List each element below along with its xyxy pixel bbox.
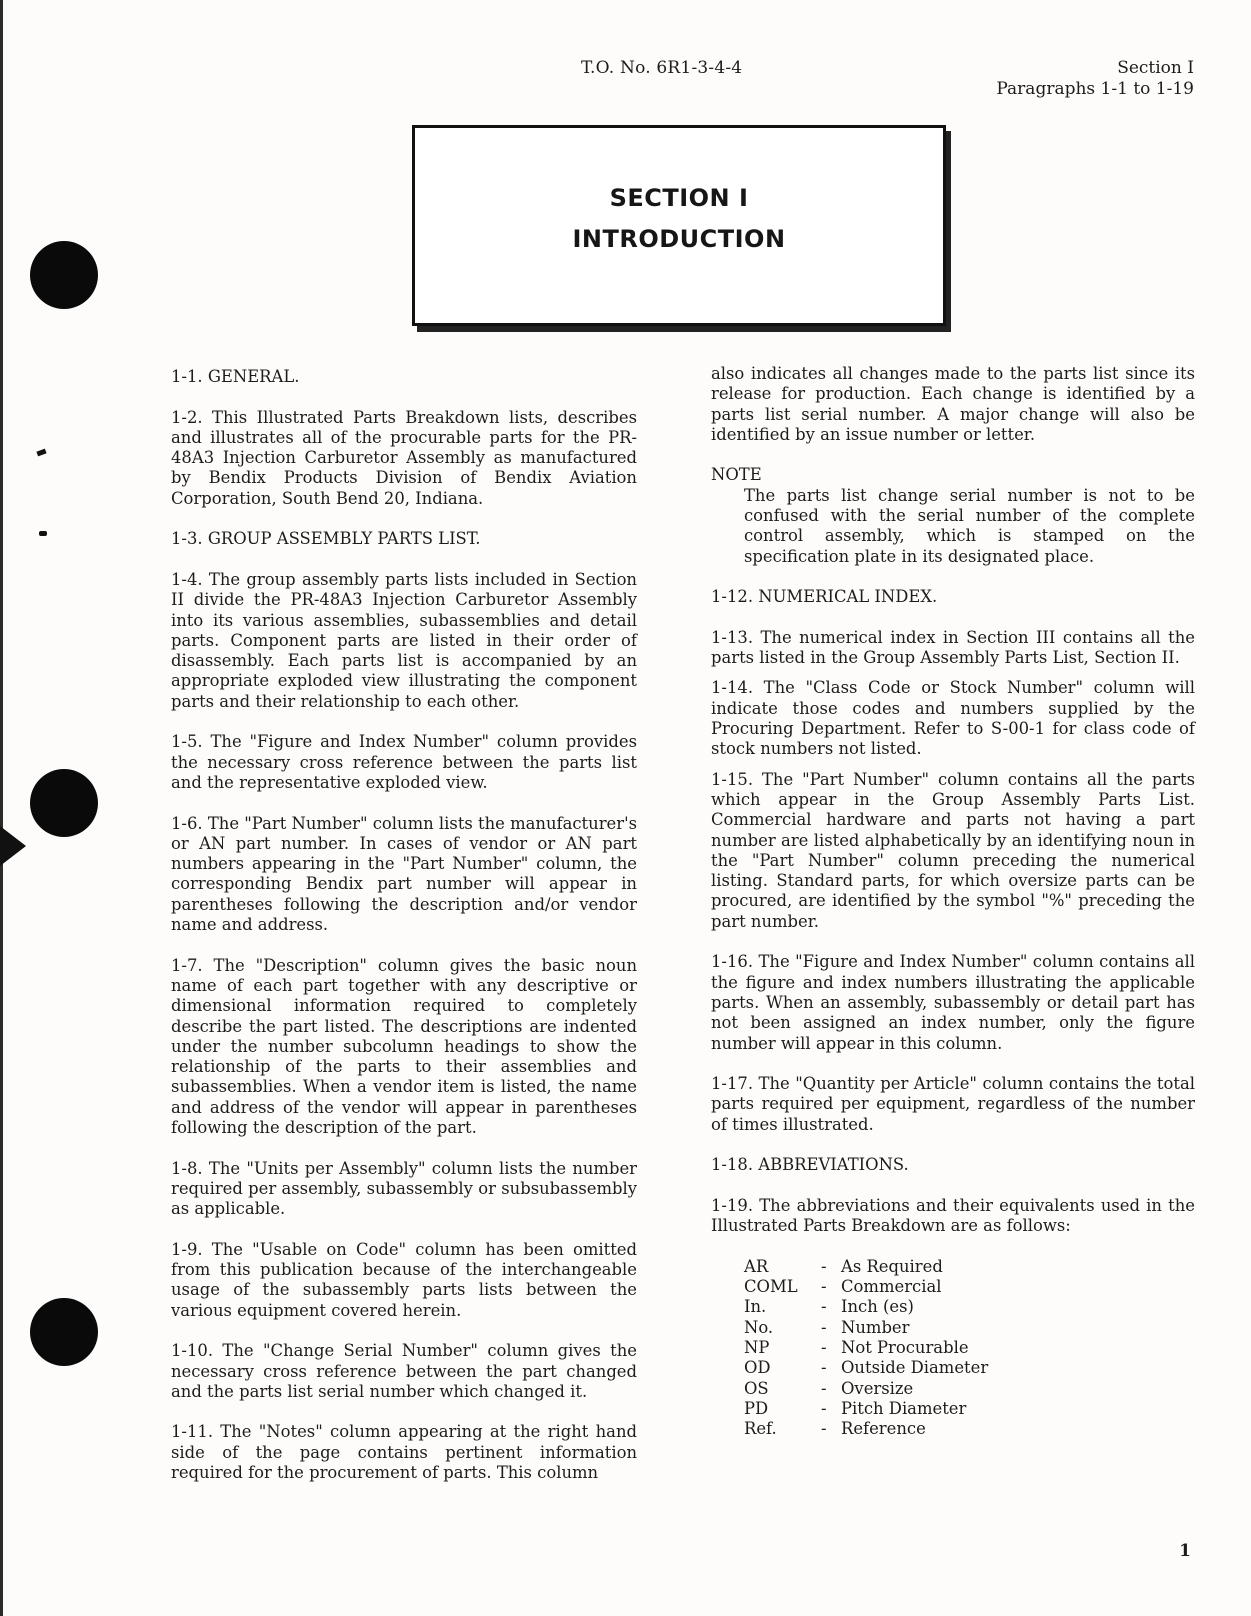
scan-mark bbox=[39, 531, 47, 536]
abbreviation-term: COML bbox=[744, 1277, 798, 1297]
paragraph-1-15: 1-15. The "Part Number" column contains all the parts which appear in the Group Assembly Parts List. Commercial hardware and parts not having a part number are listed alphabetically by an identifying noun in the "Part Number" column preceding the numerical listing. Standard parts, for which oversize parts can be procured, are identified by the symbol "%" preceding the part number. bbox=[711, 769, 1195, 931]
abbreviation-item bbox=[744, 1318, 1195, 1338]
page-number: 1 bbox=[1179, 1541, 1191, 1561]
paragraph-1-11: 1-11. The "Notes" column appearing at the right hand side of the page contains pertinent information required for the procurement of parts. This column bbox=[171, 1422, 637, 1483]
note-body: The parts list change serial number is not to be confused with the serial number of the complete control assembly, which is stamped on the specification plate in its designated place. bbox=[744, 485, 1195, 566]
paragraph-1-2: 1-2. This Illustrated Parts Breakdown lists, describes and illustrates all of the procurable parts for the PR-48A3 Injection Carburetor Assembly as manufactured by Bendix Products Division of Bendix Aviation Corporation, South Bend 20, Indiana. bbox=[171, 407, 637, 508]
paragraph-1-6: 1-6. The "Part Number" column lists the manufacturer's or AN part number. In cases of vendor or AN part numbers appearing in the "Part Number" column, the corresponding Bendix part number will appear in parentheses following the description and/or vendor name and address. bbox=[171, 813, 637, 935]
abbreviation-dash: - bbox=[821, 1398, 827, 1418]
abbreviation-meaning: Not Procurable bbox=[841, 1337, 969, 1357]
abbreviation-dash: - bbox=[821, 1256, 827, 1276]
heading-abbreviations: 1-18. ABBREVIATIONS. bbox=[711, 1155, 909, 1175]
abbreviation-term: AR bbox=[744, 1256, 769, 1276]
section-number-title: SECTION I bbox=[609, 184, 749, 212]
abbreviation-meaning: Number bbox=[841, 1317, 910, 1337]
abbreviation-meaning: As Required bbox=[841, 1256, 943, 1276]
abbreviation-item bbox=[744, 1399, 1195, 1419]
abbreviation-meaning: Oversize bbox=[841, 1378, 914, 1398]
heading-general: 1-1. GENERAL. bbox=[171, 367, 300, 386]
abbreviation-dash: - bbox=[821, 1317, 827, 1337]
abbreviation-term: NP bbox=[744, 1337, 770, 1357]
section-title-box bbox=[412, 125, 946, 326]
section-label: Section I bbox=[1117, 58, 1194, 78]
paragraph-1-9: 1-9. The "Usable on Code" column has been omitted from this publication because of the interchangeable usage of the subassembly parts lists between the various equipment covered herein. bbox=[171, 1239, 637, 1320]
page-left-edge bbox=[0, 0, 3, 1616]
abbreviation-dash: - bbox=[821, 1378, 827, 1398]
abbreviation-dash: - bbox=[821, 1358, 827, 1378]
section-reference bbox=[996, 58, 1194, 100]
paragraph-1-14: 1-14. The "Class Code or Stock Number" column will indicate those codes and numbers supplied by the Procuring Department. Refer to S-00-1 for class code of stock numbers not listed. bbox=[711, 678, 1195, 759]
abbreviation-item bbox=[744, 1419, 1195, 1439]
paragraph-1-10: 1-10. The "Change Serial Number" column gives the necessary cross reference between the part changed and the parts list serial number which changed it. bbox=[171, 1341, 637, 1401]
punch-hole-bottom bbox=[30, 1298, 98, 1366]
abbreviation-meaning: Outside Diameter bbox=[841, 1358, 989, 1378]
abbreviation-dash: - bbox=[821, 1337, 827, 1357]
abbreviation-item bbox=[744, 1358, 1195, 1378]
punch-hole-middle bbox=[30, 769, 98, 837]
abbreviation-term: No. bbox=[744, 1317, 774, 1337]
punch-hole-top bbox=[30, 241, 98, 309]
left-column bbox=[171, 367, 637, 1504]
section-name-title: INTRODUCTION bbox=[572, 225, 786, 253]
paragraph-1-16: 1-16. The "Figure and Index Number" column contains all the figure and index numbers illustrating the applicable parts. When an assembly, subassembly or detail part has not been assigned an index number, only the figure number will appear in this column. bbox=[711, 952, 1195, 1053]
abbreviation-meaning: Reference bbox=[841, 1419, 926, 1439]
paragraph-1-17: 1-17. The "Quantity per Article" column contains the total parts required per equipment, regardless of the number of times illustrated. bbox=[711, 1074, 1195, 1134]
abbreviation-item bbox=[744, 1277, 1195, 1297]
scan-notch bbox=[0, 826, 26, 866]
paragraph-1-13: 1-13. The numerical index in Section III contains all the parts listed in the Group Assembly Parts List, Section II. bbox=[711, 627, 1195, 668]
note-heading: NOTE bbox=[711, 465, 762, 485]
abbreviation-dash: - bbox=[821, 1297, 827, 1317]
abbreviation-term: OS bbox=[744, 1378, 769, 1398]
abbreviation-term: Ref. bbox=[744, 1419, 777, 1439]
abbreviation-item bbox=[744, 1297, 1195, 1317]
abbreviation-meaning: Inch (es) bbox=[841, 1297, 914, 1317]
abbreviation-dash: - bbox=[821, 1419, 827, 1439]
abbreviation-dash: - bbox=[821, 1277, 827, 1297]
paragraph-1-5: 1-5. The "Figure and Index Number" column provides the necessary cross reference between the parts list and the representative exploded view. bbox=[171, 732, 637, 792]
abbreviation-term: In. bbox=[744, 1297, 767, 1317]
paragraph-range: Paragraphs 1-1 to 1-19 bbox=[996, 79, 1194, 99]
right-column bbox=[711, 364, 1195, 1439]
abbreviation-meaning: Pitch Diameter bbox=[841, 1398, 967, 1418]
abbreviation-item bbox=[744, 1338, 1195, 1358]
abbreviation-term: PD bbox=[744, 1398, 769, 1418]
heading-numerical-index: 1-12. NUMERICAL INDEX. bbox=[711, 587, 938, 607]
abbreviation-item bbox=[744, 1379, 1195, 1399]
scan-mark bbox=[36, 449, 46, 457]
paragraph-1-7: 1-7. The "Description" column gives the basic noun name of each part together with any descriptive or dimensional information required to completely describe the part listed. The descriptions are indented under the number subcolumn headings to show the relationship of the parts to their assemblies and subassemblies. When a vendor item is listed, the name and address of the vendor will appear in parentheses following the description of the part. bbox=[171, 955, 637, 1137]
paragraph-1-11-continued: also indicates all changes made to the parts list since its release for production. Each change is identified by a parts list serial number. A major change will also be identified by an issue number or letter. bbox=[711, 364, 1195, 444]
heading-group-assembly-parts-list: 1-3. GROUP ASSEMBLY PARTS LIST. bbox=[171, 529, 481, 549]
paragraph-1-4: 1-4. The group assembly parts lists included in Section II divide the PR-48A3 Injection Carburetor Assembly into its various assemblies, subassemblies and detail parts. Component parts are listed in their order of disassembly. Each parts list is accompanied by an appropriate exploded view illustrating the component parts and their relationship to each other. bbox=[171, 569, 637, 711]
abbreviation-item bbox=[744, 1257, 1195, 1277]
abbreviations-list bbox=[744, 1257, 1195, 1440]
abbreviation-term: OD bbox=[744, 1358, 771, 1378]
paragraph-1-19: 1-19. The abbreviations and their equivalents used in the Illustrated Parts Breakdown are as follows: bbox=[711, 1195, 1195, 1236]
abbreviation-meaning: Commercial bbox=[841, 1277, 942, 1297]
technical-order-number: T.O. No. 6R1-3-4-4 bbox=[581, 58, 743, 78]
paragraph-1-8: 1-8. The "Units per Assembly" column lists the number required per assembly, subassembly or subsubassembly as applicable. bbox=[171, 1158, 637, 1219]
